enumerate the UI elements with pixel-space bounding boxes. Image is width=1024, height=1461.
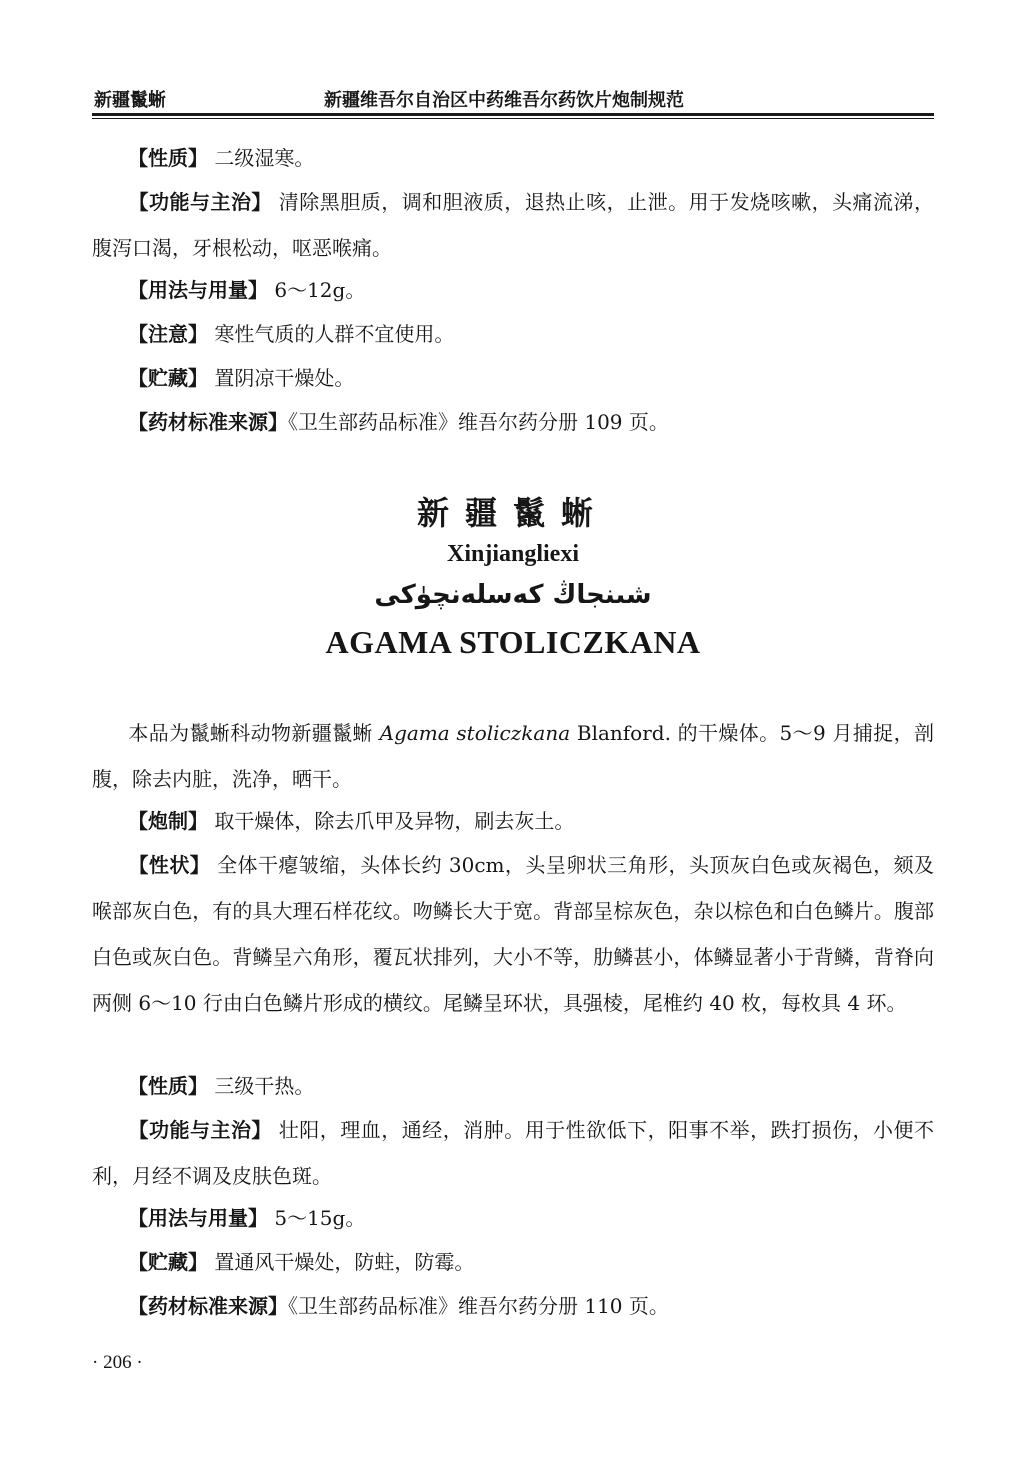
gongneng-text: 壮阳，理血，通经，消肿。用于性欲低下，阳事不举，跌打损伤，小便不利，月经不调及皮肤色斑。 [92,1118,935,1188]
xingzhi-paragraph [92,1063,934,1109]
prev-zhucang-label: 【贮藏】 [128,366,208,390]
header-book-title: 新疆维吾尔自治区中药维吾尔药饮片炮制规范 [324,90,684,111]
paozhi-paragraph [92,798,934,844]
laiyuan-paragraph [92,1283,934,1329]
prev-xingzhi-paragraph [92,135,934,181]
prev-zhuyi-label: 【注意】 [128,322,208,346]
prev-gongneng-label: 【功能与主治】 [128,190,272,214]
entry-title-uyghur: شىنجاڭ كەسلەنچۈكى [374,580,652,610]
prev-gongneng-paragraph [92,179,934,271]
xingzhuang-label: 【性状】 [128,853,211,877]
zhucang-paragraph [92,1239,934,1285]
xingzhi-text: 三级干热。 [214,1074,315,1098]
prev-laiyuan-text: 《卫生部药品标准》维吾尔药分册 109 页。 [288,410,669,434]
laiyuan-text: 《卫生部药品标准》维吾尔药分册 110 页。 [288,1294,669,1318]
zhucang-text: 置通风干燥处，防蛀，防霉。 [214,1250,475,1274]
prev-laiyuan-paragraph [92,399,934,445]
yongfa-label: 【用法与用量】 [128,1206,268,1230]
prev-zhucang-text: 置阴凉干燥处。 [214,366,355,390]
yongfa-text: 5～15g。 [274,1206,366,1230]
prev-yongfa-paragraph [92,267,934,313]
running-header [92,84,934,114]
entry-title-pinyin: Xinjianglіexi [446,541,579,567]
header-rule-thin [92,118,934,119]
entry-title-chinese: 新疆鬣蜥 [416,494,609,532]
prev-zhuyi-paragraph [92,311,934,357]
intro-species-name: Agama stoliczkana [379,721,571,745]
prev-xingzhi-label: 【性质】 [128,146,208,170]
gongneng-label: 【功能与主治】 [128,1118,272,1142]
prev-laiyuan-label: 【药材标准来源】 [128,410,288,434]
intro-paragraph [92,710,934,802]
header-rule-thick [92,113,934,116]
prev-zhuyi-text: 寒性气质的人群不宜使用。 [214,322,455,346]
zhucang-label: 【贮藏】 [128,1250,208,1274]
gongneng-paragraph [92,1107,934,1199]
yongfa-paragraph [92,1195,934,1241]
paozhi-label: 【炮制】 [128,809,208,833]
header-entry-name: 新疆鬣蜥 [94,90,166,111]
prev-xingzhi-text: 二级湿寒。 [214,146,315,170]
xingzhuang-paragraph [92,842,934,1026]
intro-text-after: Blanford. 的干燥体。5～9 月捕捉，剖腹，除去内脏，洗净，晒干。 [92,721,934,791]
prev-zhucang-paragraph [92,355,934,401]
prev-yongfa-text: 6～12g。 [274,278,366,302]
page-number: · 206 · [92,1352,143,1373]
prev-yongfa-label: 【用法与用量】 [128,278,268,302]
entry-title-latin: AGAMA STOLICZKANA [325,624,701,660]
laiyuan-label: 【药材标准来源】 [128,1294,288,1318]
prev-gongneng-text: 清除黑胆质，调和胆液质，退热止咳，止泄。用于发烧咳嗽，头痛流涕，腹泻口渴，牙根松动，呕恶喉痛。 [92,190,935,260]
xingzhi-label: 【性质】 [128,1074,208,1098]
xingzhuang-text: 全体干瘪皱缩，头体长约 30cm，头呈卵状三角形，头顶灰白色或灰褐色，颏及喉部灰白色，有的具大理石样花纹。吻鳞长大于宽。背部呈棕灰色，杂以棕色和白色鳞片。腹部白色或灰白色。背鳞呈六角形，覆瓦状排列，大小不等，肋鳞甚小，体鳞显著小于背鳞，背脊向两侧 6～10 行由白色鳞片形成的横纹。尾鳞呈环状，具强棱，尾椎约 40 枚，每枚具 4 环。 [92,853,934,1015]
intro-text-before: 本品为鬣蜥科动物新疆鬣蜥 [128,721,380,745]
paozhi-text: 取干燥体，除去爪甲及异物，刷去灰土。 [214,809,575,833]
